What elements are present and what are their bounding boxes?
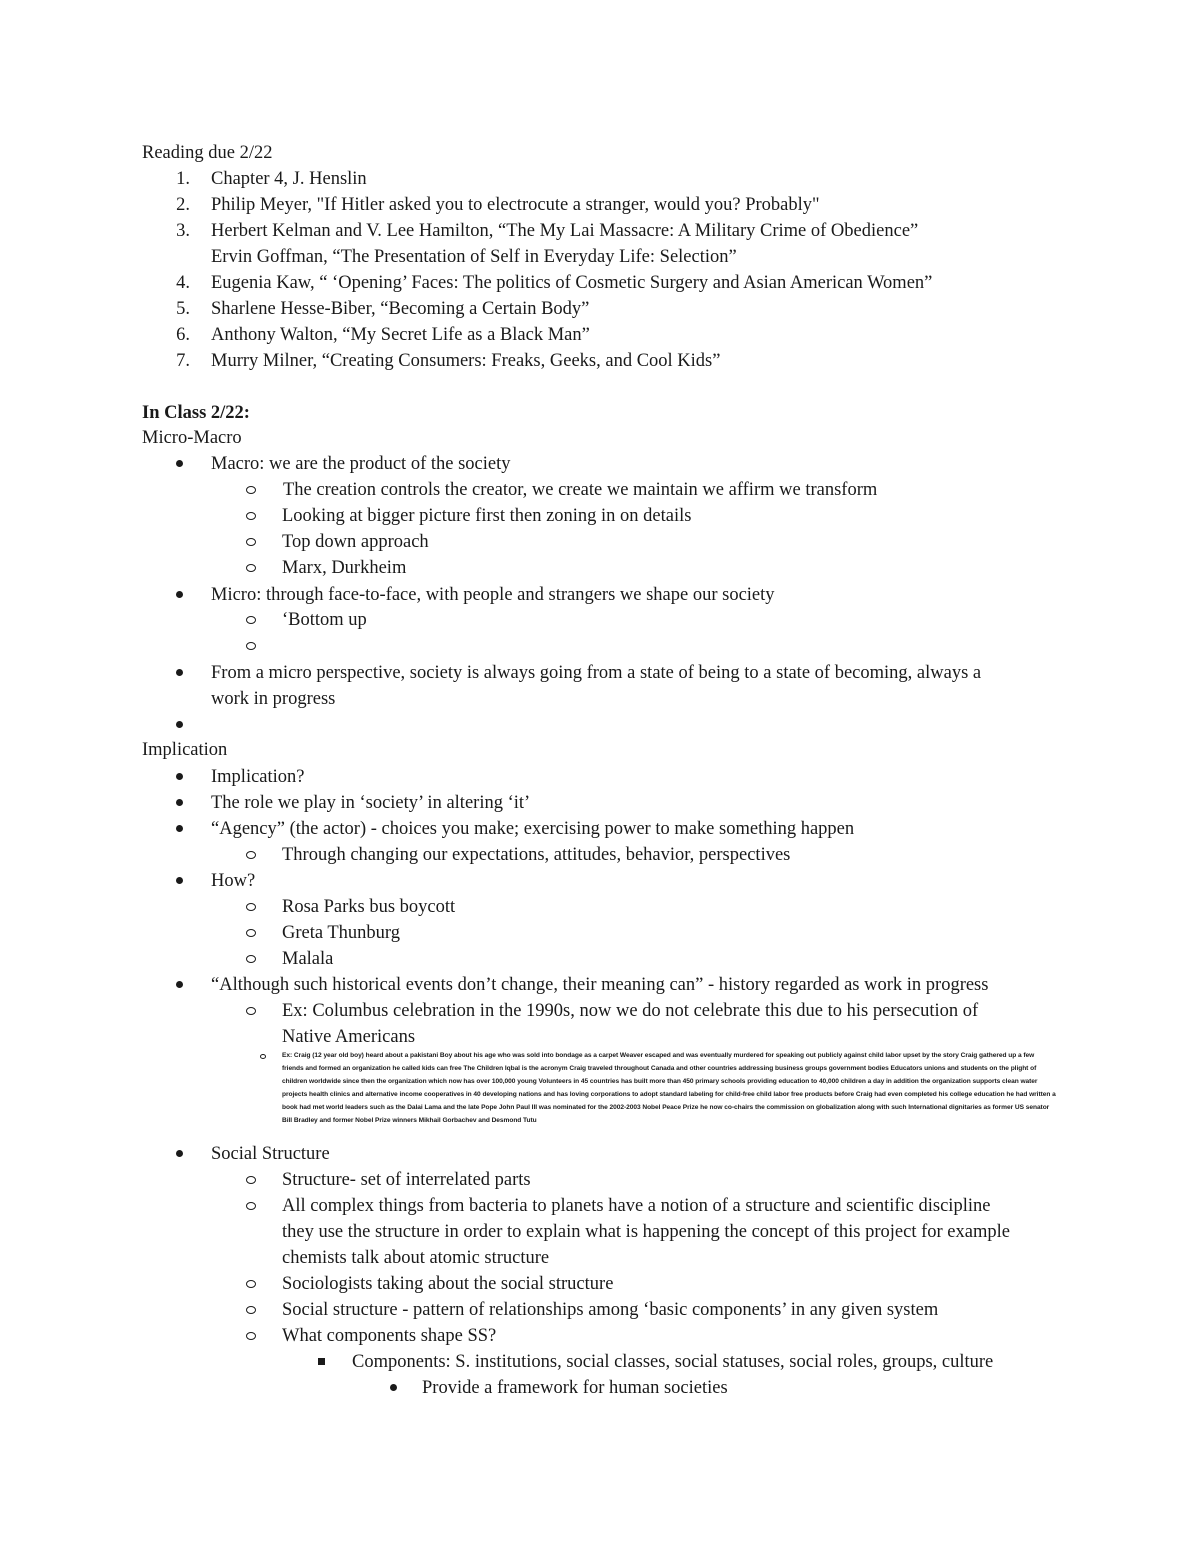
bullet-icon — [176, 981, 183, 988]
implication-item: “Agency” (the actor) - choices you make; exercising power to make something happen — [211, 819, 855, 839]
circle-bullet-icon — [246, 1176, 256, 1184]
list-number: 1. — [176, 169, 190, 189]
circle-bullet-icon — [246, 512, 256, 520]
bullet-icon — [176, 669, 183, 676]
bullet-icon — [176, 773, 183, 780]
bullet-icon — [390, 1384, 397, 1391]
implication-item: The role we play in ‘society’ in altering ‘it’ — [211, 793, 531, 813]
macro-sub-item: The creation controls the creator, we create we maintain we affirm we transform — [283, 480, 878, 500]
perspective-item: From a micro perspective, society is always going from a state of being to a state of becoming, always a — [211, 663, 982, 683]
circle-bullet-icon — [260, 1054, 266, 1059]
macro-sub-item: Looking at bigger picture first then zoning in on details — [282, 506, 692, 526]
reading-heading: Reading due 2/22 — [142, 143, 273, 163]
circle-bullet-icon — [246, 1280, 256, 1288]
in-class-heading: In Class 2/22: — [142, 403, 250, 423]
agency-sub-item: Through changing our expectations, attitudes, behavior, perspectives — [282, 845, 791, 865]
bullet-icon — [176, 1150, 183, 1157]
implication-item: “Although such historical events don’t change, their meaning can” - history regarded as work in progress — [211, 975, 989, 995]
how-sub-item: Greta Thunburg — [282, 923, 401, 943]
reading-item: Herbert Kelman and V. Lee Hamilton, “The My Lai Massacre: A Military Crime of Obedience” — [211, 221, 919, 241]
example-item-cont: Native Americans — [282, 1027, 416, 1047]
bullet-icon — [176, 460, 183, 467]
list-number: 7. — [176, 351, 190, 371]
how-sub-item: Malala — [282, 949, 334, 969]
implication-item: How? — [211, 871, 256, 891]
reading-item: Murry Milner, “Creating Consumers: Freaks, Geeks, and Cool Kids” — [211, 351, 721, 371]
structure-sub-item: Sociologists taking about the social structure — [282, 1274, 614, 1294]
micro-sub-item: ‘Bottom up — [282, 610, 367, 630]
structure-sub-item: What components shape SS? — [282, 1326, 497, 1346]
components-item: Components: S. institutions, social classes, social statuses, social roles, groups, culture — [352, 1352, 994, 1372]
list-number: 5. — [176, 299, 190, 319]
micro-item: Micro: through face-to-face, with people and strangers we shape our society — [211, 585, 775, 605]
structure-sub-item: Structure- set of interrelated parts — [282, 1170, 531, 1190]
list-number: 4. — [176, 273, 190, 293]
circle-bullet-icon — [246, 1306, 256, 1314]
list-number: 2. — [176, 195, 190, 215]
structure-sub-item: All complex things from bacteria to planets have a notion of a structure and scientific discipline — [282, 1196, 991, 1216]
how-sub-item: Rosa Parks bus boycott — [282, 897, 456, 917]
square-bullet-icon — [318, 1358, 325, 1365]
implication-heading: Implication — [142, 740, 228, 760]
list-number: 6. — [176, 325, 190, 345]
social-structure-heading: Social Structure — [211, 1144, 330, 1164]
macro-sub-item: Top down approach — [282, 532, 429, 552]
bullet-icon — [176, 591, 183, 598]
circle-bullet-icon — [246, 486, 256, 494]
circle-bullet-icon — [246, 538, 256, 546]
reading-item: Ervin Goffman, “The Presentation of Self in Everyday Life: Selection” — [211, 247, 737, 267]
reading-item: Chapter 4, J. Henslin — [211, 169, 367, 189]
circle-bullet-icon — [246, 642, 256, 650]
example-paragraph: Ex: Craig (12 year old boy) heard about a pakistani Boy about his age who was sold into bondage as a carpet Weaver escaped and was eventually murdered for speaking out publicly against child labor upset by the story Craig gathered up a few friends and formed an organization he called kids can free The Children Iqbal is the acronym Craig traveled throughout Canada and other countries addressing business groups government bodies Educators unions and students on the plight of children worldwide since then the organization which now has over 100,000 young Volunteers in 45 countries has built more than 450 primary schools providing education to 40,000 children a day in addition the organization supports clean water projects health clinics and alternative income cooperatives in 40 developing nations and has loving corporations to adopt standard labeling for child-free child labor free products before Craig had even completed his college education he had written a book had met world leaders such as the Dalai Lama and the late Pope John Paul III was nominated for the 2002-2003 Nobel Peace Prize he now co-chairs the commission on globalization along with such International dignitaries as former US senator Bill Bradley and former Nobel Prize winners Mikhail Gorbachev and Desmond Tutu — [282, 1052, 1056, 1124]
reading-item: Philip Meyer, "If Hitler asked you to electrocute a stranger, would you? Probably" — [211, 195, 820, 215]
bullet-icon — [176, 877, 183, 884]
circle-bullet-icon — [246, 1202, 256, 1210]
list-number: 3. — [176, 221, 190, 241]
structure-sub-item: Social structure - pattern of relationships among ‘basic components’ in any given system — [282, 1300, 939, 1320]
macro-sub-item: Marx, Durkheim — [282, 558, 407, 578]
circle-bullet-icon — [246, 564, 256, 572]
circle-bullet-icon — [246, 616, 256, 624]
bullet-icon — [176, 799, 183, 806]
macro-item: Macro: we are the product of the society — [211, 454, 511, 474]
circle-bullet-icon — [246, 1332, 256, 1340]
micro-macro-heading: Micro-Macro — [142, 428, 242, 448]
framework-item: Provide a framework for human societies — [422, 1378, 728, 1398]
circle-bullet-icon — [246, 1007, 256, 1015]
bullet-icon — [176, 721, 183, 728]
circle-bullet-icon — [246, 851, 256, 859]
circle-bullet-icon — [246, 903, 256, 911]
perspective-item-cont: work in progress — [211, 689, 336, 709]
structure-sub-item-cont: chemists talk about atomic structure — [282, 1248, 550, 1268]
reading-item: Anthony Walton, “My Secret Life as a Black Man” — [211, 325, 590, 345]
example-item: Ex: Columbus celebration in the 1990s, now we do not celebrate this due to his persecution of — [282, 1001, 979, 1021]
circle-bullet-icon — [246, 929, 256, 937]
reading-item: Eugenia Kaw, “ ‘Opening’ Faces: The politics of Cosmetic Surgery and Asian American Women” — [211, 273, 933, 293]
structure-sub-item-cont: they use the structure in order to explain what is happening the concept of this project for example — [282, 1222, 1010, 1242]
reading-item: Sharlene Hesse-Biber, “Becoming a Certain Body” — [211, 299, 590, 319]
bullet-icon — [176, 825, 183, 832]
circle-bullet-icon — [246, 955, 256, 963]
implication-item: Implication? — [211, 767, 305, 787]
